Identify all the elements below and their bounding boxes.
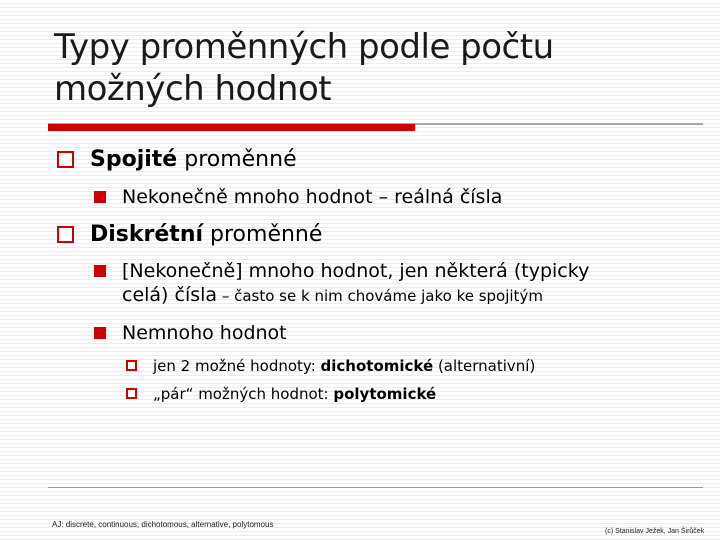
term-suffix: proměnné: [203, 222, 323, 247]
hollow-square-bullet-icon: [126, 388, 137, 399]
sub-bullet-text: [122, 259, 589, 308]
term-dichotomous: dichotomické: [320, 357, 434, 375]
text-pre: jen 2 možné hodnoty:: [153, 357, 321, 375]
title-accent-bar: [48, 124, 415, 131]
slide-title: Typy proměnných podle počtu možných hodnot: [54, 27, 554, 109]
sub-sub-bullet-text: [153, 356, 535, 376]
solid-square-bullet-icon: [94, 327, 106, 339]
footer-english-terms: AJ: discrete, continuous, dichotomous, alternative, polytomous: [52, 520, 274, 529]
sub-bullet-infinite: [94, 259, 589, 308]
hollow-square-bullet-icon: [57, 151, 74, 168]
text-pre: „pár“ možných hodnot:: [153, 385, 334, 403]
bullet-text: [90, 222, 322, 248]
term-suffix: proměnné: [177, 147, 297, 172]
hollow-square-bullet-icon: [57, 226, 74, 243]
sub-bullet-few-values: [94, 321, 287, 345]
text-post: (alternativní): [433, 357, 536, 375]
sub-bullet-continuous: [94, 185, 502, 209]
sub-bullet-line1: [Nekonečně] mnoho hodnot, jen některá (typicky: [122, 260, 590, 282]
solid-square-bullet-icon: [94, 191, 106, 203]
sub-bullet-text: Nemnoho hodnot: [122, 322, 287, 344]
footer-divider: [48, 487, 703, 488]
term-continuous: Spojité: [90, 147, 178, 172]
term-polytomous: polytomické: [333, 385, 437, 403]
sub-sub-bullet-polytomous: [126, 384, 436, 404]
bullet-text: [90, 147, 297, 173]
sub-bullet-line2: celá) čísla: [122, 284, 218, 306]
sub-sub-bullet-text: [153, 384, 436, 404]
sub-sub-bullet-dichotomous: [126, 356, 535, 376]
solid-square-bullet-icon: [94, 265, 106, 277]
sub-bullet-text: Nekonečně mnoho hodnot – reálná čísla: [122, 186, 503, 208]
bullet-continuous: [57, 147, 297, 173]
hollow-square-bullet-icon: [126, 360, 137, 371]
bullet-discrete: [57, 222, 322, 248]
sub-bullet-note: – často se k nim chováme jako ke spojitým: [217, 287, 543, 305]
footer-copyright: (c) Stanislav Ježek, Jan Širůček: [605, 528, 705, 535]
term-discrete: Diskrétní: [90, 222, 204, 247]
